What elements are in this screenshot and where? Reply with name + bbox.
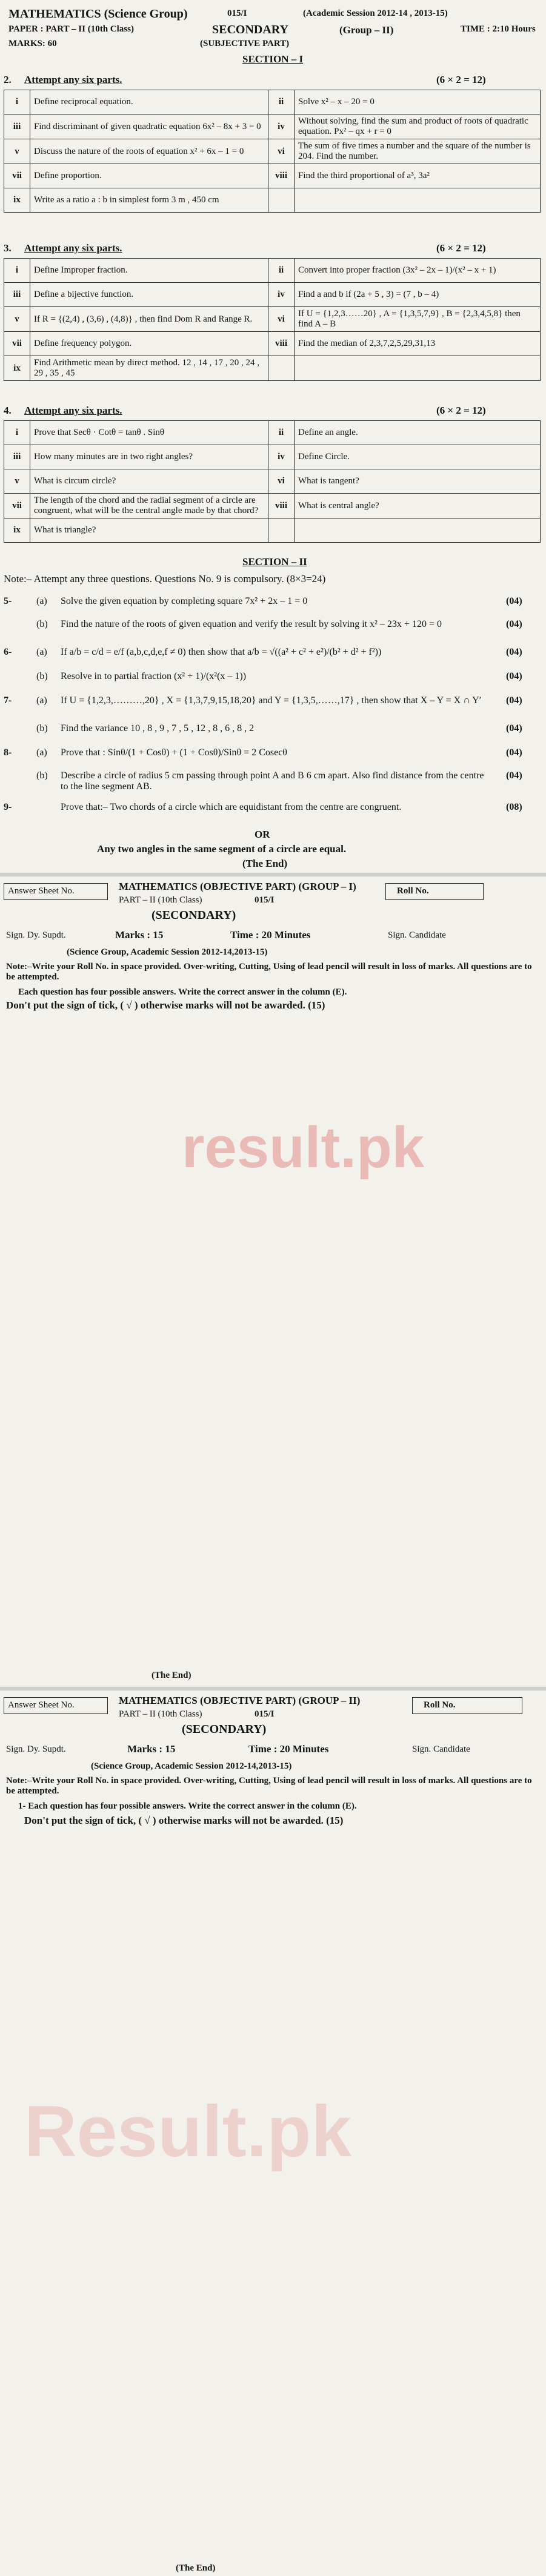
- part-number: i: [4, 259, 30, 283]
- long-question-marks: (04): [506, 647, 522, 657]
- obj2-title: MATHEMATICS (OBJECTIVE PART) (GROUP – II): [119, 1695, 361, 1706]
- part-text: What is central angle?: [295, 494, 541, 518]
- part-number: iv: [268, 283, 295, 307]
- part-text: Find discriminant of given quadratic equation 6x² – 8x + 3 = 0: [30, 114, 268, 139]
- part-number: i: [4, 421, 30, 445]
- obj2-part: PART – II (10th Class): [119, 1709, 202, 1719]
- q3-marks: (6 × 2 = 12): [436, 242, 486, 254]
- short-question-row: [4, 518, 541, 543]
- part-text: Define proportion.: [30, 164, 268, 188]
- part-number: i: [4, 90, 30, 114]
- obj2-code: 015/I: [255, 1709, 275, 1719]
- q4-table: [4, 420, 541, 543]
- part-text: Prove that Secθ · Cotθ = tanθ . Sinθ: [30, 421, 268, 445]
- q3-heading: Attempt any six parts.: [24, 242, 122, 254]
- part-text: Without solving, find the sum and product of roots of quadratic equation. Px² – qx + r = 0: [295, 114, 541, 139]
- long-question-part: (b): [36, 671, 48, 681]
- obj1-end: (The End): [151, 1670, 191, 1680]
- long-question-text: Prove that:– Two chords of a circle which are equidistant from the centre are congruent.: [61, 802, 402, 812]
- long-question-text: If a/b = c/d = e/f (a,b,c,d,e,f ≠ 0) then show that a/b = √((a² + c² + e²)/(b² + d² + f²)): [61, 647, 382, 657]
- roll-no-box[interactable]: [412, 1697, 522, 1714]
- long-question-part: (a): [36, 596, 47, 606]
- part-text: Find the third proportional of a³, 3a²: [295, 164, 541, 188]
- long-question-part: (a): [36, 747, 47, 758]
- part-number: v: [4, 307, 30, 332]
- part-number: ii: [268, 421, 295, 445]
- part-text: If U = {1,2,3……20} , A = {1,3,5,7,9} , B = {2,3,4,5,8} then find A – B: [295, 307, 541, 332]
- q4-number: 4.: [4, 405, 12, 416]
- short-question-row: [4, 494, 541, 518]
- watermark-logo: result.pk: [182, 1115, 425, 1180]
- part-text: What is circum circle?: [30, 469, 268, 494]
- part-text: What is tangent?: [295, 469, 541, 494]
- q3-table: [4, 258, 541, 381]
- part-number: iv: [268, 114, 295, 139]
- short-question-row: [4, 356, 541, 381]
- paper-subjective-label: (SUBJECTIVE PART): [200, 39, 290, 48]
- part-number: v: [4, 469, 30, 494]
- long-question-text: Find the nature of the roots of given equation and verify the result by solving it x² – 23x + 120 = 0: [61, 619, 442, 629]
- obj2-marks: Marks : 15: [127, 1743, 176, 1755]
- paper-session: (Academic Session 2012-14 , 2013-15): [303, 8, 448, 18]
- part-text: Define reciprocal equation.: [30, 90, 268, 114]
- obj2-instruction: 1- Each question has four possible answers. Write the correct answer in the column (E).: [18, 1801, 357, 1811]
- part-text: Find a and b if (2a + 5 , 3) = (7 , b – 4): [295, 283, 541, 307]
- obj2-sign-supdt: Sign. Dy. Supdt.: [6, 1744, 66, 1754]
- answer-sheet-box[interactable]: [4, 1697, 108, 1714]
- part-number: iv: [268, 445, 295, 469]
- long-question-number: 9-: [4, 802, 12, 812]
- short-question-row: [4, 188, 541, 213]
- q2-heading: Attempt any six parts.: [24, 74, 122, 85]
- obj1-marks: Marks : 15: [115, 929, 164, 941]
- obj1-code: 015/I: [255, 895, 275, 905]
- obj2-time: Time : 20 Minutes: [248, 1743, 329, 1755]
- long-question-marks: (04): [506, 619, 522, 629]
- obj1-time: Time : 20 Minutes: [230, 929, 311, 941]
- part-number: ix: [4, 356, 30, 381]
- part-number: vi: [268, 307, 295, 332]
- long-question-number: 6-: [4, 647, 12, 657]
- part-number: [268, 518, 295, 543]
- paper-marks: MARKS: 60: [8, 39, 57, 48]
- long-question-marks: (04): [506, 695, 522, 706]
- answer-sheet-label: Answer Sheet No.: [8, 886, 75, 896]
- short-question-row: [4, 283, 541, 307]
- part-number: [268, 188, 295, 213]
- long-question-part: (b): [36, 723, 48, 733]
- long-question-text: Solve the given equation by completing square 7x² + 2x – 1 = 0: [61, 596, 308, 606]
- paper-part: PAPER : PART – II (10th Class): [8, 24, 134, 34]
- q4-heading: Attempt any six parts.: [24, 405, 122, 416]
- q2-table: [4, 90, 541, 213]
- or-question: Any two angles in the same segment of a circle are equal.: [97, 843, 347, 855]
- part-text: [295, 356, 541, 381]
- part-number: vii: [4, 494, 30, 518]
- part-text: Define Improper fraction.: [30, 259, 268, 283]
- long-question-part: (a): [36, 695, 47, 706]
- section-2-note: Note:– Attempt any three questions. Questions No. 9 is compulsory. (8×3=24): [4, 573, 326, 584]
- part-number: vii: [4, 164, 30, 188]
- part-text: Find the median of 2,3,7,2,5,29,31,13: [295, 332, 541, 356]
- long-question-number: 7-: [4, 695, 12, 706]
- part-text: Write as a ratio a : b in simplest form 3 m , 450 cm: [30, 188, 268, 213]
- obj2-session: (Science Group, Academic Session 2012-14,2013-15): [91, 1761, 292, 1771]
- part-text: The sum of five times a number and the square of the number is 204. Find the number.: [295, 139, 541, 164]
- obj1-note: Note:–Write your Roll No. in space provided. Over-writing, Cutting, Using of lead pencil will result in loss of marks. All questions are to be attempted.: [6, 962, 532, 982]
- or-label: OR: [255, 829, 270, 840]
- paper-level: SECONDARY: [212, 23, 288, 36]
- roll-no-label: Roll No.: [397, 886, 429, 896]
- obj2-end: (The End): [176, 2563, 216, 2573]
- long-question-marks: (08): [506, 802, 522, 812]
- long-question-part: (b): [36, 619, 48, 629]
- obj2-level: (SECONDARY): [182, 1723, 267, 1736]
- part-text: What is triangle?: [30, 518, 268, 543]
- part-number: ix: [4, 518, 30, 543]
- long-question-text: Prove that : Sinθ/(1 + Cosθ) + (1 + Cosθ)/Sinθ = 2 Cosecθ: [61, 747, 287, 758]
- short-question-row: [4, 90, 541, 114]
- answer-sheet-box[interactable]: [4, 883, 108, 900]
- paper-time: TIME : 2:10 Hours: [461, 24, 536, 34]
- long-question-text: Resolve in to partial fraction (x² + 1)/(x²(x – 1)): [61, 671, 247, 681]
- part-text: Define Circle.: [295, 445, 541, 469]
- short-question-row: [4, 139, 541, 164]
- part-number: viii: [268, 332, 295, 356]
- part-text: [295, 518, 541, 543]
- obj1-title: MATHEMATICS (OBJECTIVE PART) (GROUP – I): [119, 881, 356, 892]
- q2-marks: (6 × 2 = 12): [436, 74, 486, 85]
- long-question-marks: (04): [506, 770, 522, 781]
- part-text: Define frequency polygon.: [30, 332, 268, 356]
- long-question-number: 8-: [4, 747, 12, 758]
- roll-no-label: Roll No.: [424, 1700, 456, 1710]
- short-question-row: [4, 421, 541, 445]
- obj2-sign-candidate: Sign. Candidate: [412, 1744, 470, 1754]
- page-divider: [0, 873, 546, 876]
- part-text: If R = {(2,4) , (3,6) , (4,8)} , then find Dom R and Range R.: [30, 307, 268, 332]
- obj2-tick-warning: Don't put the sign of tick, ( √ ) otherwise marks will not be awarded. (15): [24, 1815, 344, 1826]
- long-question-number: 5-: [4, 596, 12, 606]
- long-question-marks: (04): [506, 747, 522, 758]
- subjective-end: (The End): [242, 858, 288, 869]
- obj1-instruction: Each question has four possible answers. Write the correct answer in the column (E).: [18, 987, 347, 997]
- part-number: viii: [268, 494, 295, 518]
- page-divider: [0, 1687, 546, 1690]
- part-text: The length of the chord and the radial segment of a circle are congruent, what will be the central angle made by that chord?: [30, 494, 268, 518]
- long-question-marks: (04): [506, 596, 522, 606]
- paper-group: (Group – II): [339, 24, 394, 36]
- obj1-level: (SECONDARY): [151, 909, 236, 922]
- part-text: Solve x² – x – 20 = 0: [295, 90, 541, 114]
- long-question-part: (a): [36, 647, 47, 657]
- obj1-session: (Science Group, Academic Session 2012-14,2013-15): [67, 947, 268, 957]
- short-question-row: [4, 259, 541, 283]
- roll-no-box[interactable]: [385, 883, 484, 900]
- part-number: v: [4, 139, 30, 164]
- part-text: Convert into proper fraction (3x² – 2x – 1)/(x² – x + 1): [295, 259, 541, 283]
- short-question-row: [4, 307, 541, 332]
- part-number: ii: [268, 90, 295, 114]
- part-number: viii: [268, 164, 295, 188]
- obj1-tick-warning: Don't put the sign of tick, ( √ ) otherwise marks will not be awarded. (15): [6, 999, 325, 1011]
- short-question-row: [4, 114, 541, 139]
- section-1-heading: SECTION – I: [242, 53, 304, 65]
- q3-number: 3.: [4, 242, 12, 254]
- watermark-logo: Result.pk: [24, 2091, 352, 2172]
- part-number: ii: [268, 259, 295, 283]
- obj1-sign-supdt: Sign. Dy. Supdt.: [6, 930, 66, 940]
- part-number: iii: [4, 114, 30, 139]
- objective-paper-group-1: [0, 877, 546, 1686]
- part-text: [295, 188, 541, 213]
- paper-code: 015/I: [227, 8, 247, 18]
- long-question-text: Describe a circle of radius 5 cm passing through point A and B 6 cm apart. Also find distance from the centre to the line segment AB.: [61, 770, 484, 792]
- long-question-text: Find the variance 10 , 8 , 9 , 7 , 5 , 12 , 8 , 6 , 8 , 2: [61, 723, 255, 733]
- part-number: iii: [4, 445, 30, 469]
- q4-marks: (6 × 2 = 12): [436, 405, 486, 416]
- part-text: Define a bijective function.: [30, 283, 268, 307]
- short-question-row: [4, 445, 541, 469]
- section-2-heading: SECTION – II: [242, 556, 307, 568]
- long-question-marks: (04): [506, 723, 522, 733]
- part-text: Discuss the nature of the roots of equation x² + 6x – 1 = 0: [30, 139, 268, 164]
- paper-title: MATHEMATICS (Science Group): [8, 7, 188, 21]
- short-question-row: [4, 164, 541, 188]
- part-number: [268, 356, 295, 381]
- long-question-part: (b): [36, 770, 48, 781]
- short-question-row: [4, 469, 541, 494]
- q2-number: 2.: [4, 74, 12, 85]
- part-text: Define an angle.: [295, 421, 541, 445]
- answer-sheet-label: Answer Sheet No.: [8, 1700, 75, 1710]
- long-question-text: If U = {1,2,3,………,20} , X = {1,3,7,9,15,18,20} and Y = {1,3,5,……,17} , then show that X – Y = X ∩ Y′: [61, 695, 482, 706]
- subjective-paper: [0, 0, 546, 872]
- obj1-sign-candidate: Sign. Candidate: [388, 930, 446, 940]
- short-question-row: [4, 332, 541, 356]
- part-text: How many minutes are in two right angles?: [30, 445, 268, 469]
- long-question-marks: (04): [506, 671, 522, 681]
- obj2-note: Note:–Write your Roll No. in space provided. Over-writing, Cutting, Using of lead pencil will result in loss of marks. All questions are to be attempted.: [6, 1776, 532, 1796]
- part-number: vi: [268, 469, 295, 494]
- obj1-part: PART – II (10th Class): [119, 895, 202, 905]
- part-number: vii: [4, 332, 30, 356]
- part-text: Find Arithmetic mean by direct method. 12 , 14 , 17 , 20 , 24 , 29 , 35 , 45: [30, 356, 268, 381]
- part-number: iii: [4, 283, 30, 307]
- part-number: ix: [4, 188, 30, 213]
- part-number: vi: [268, 139, 295, 164]
